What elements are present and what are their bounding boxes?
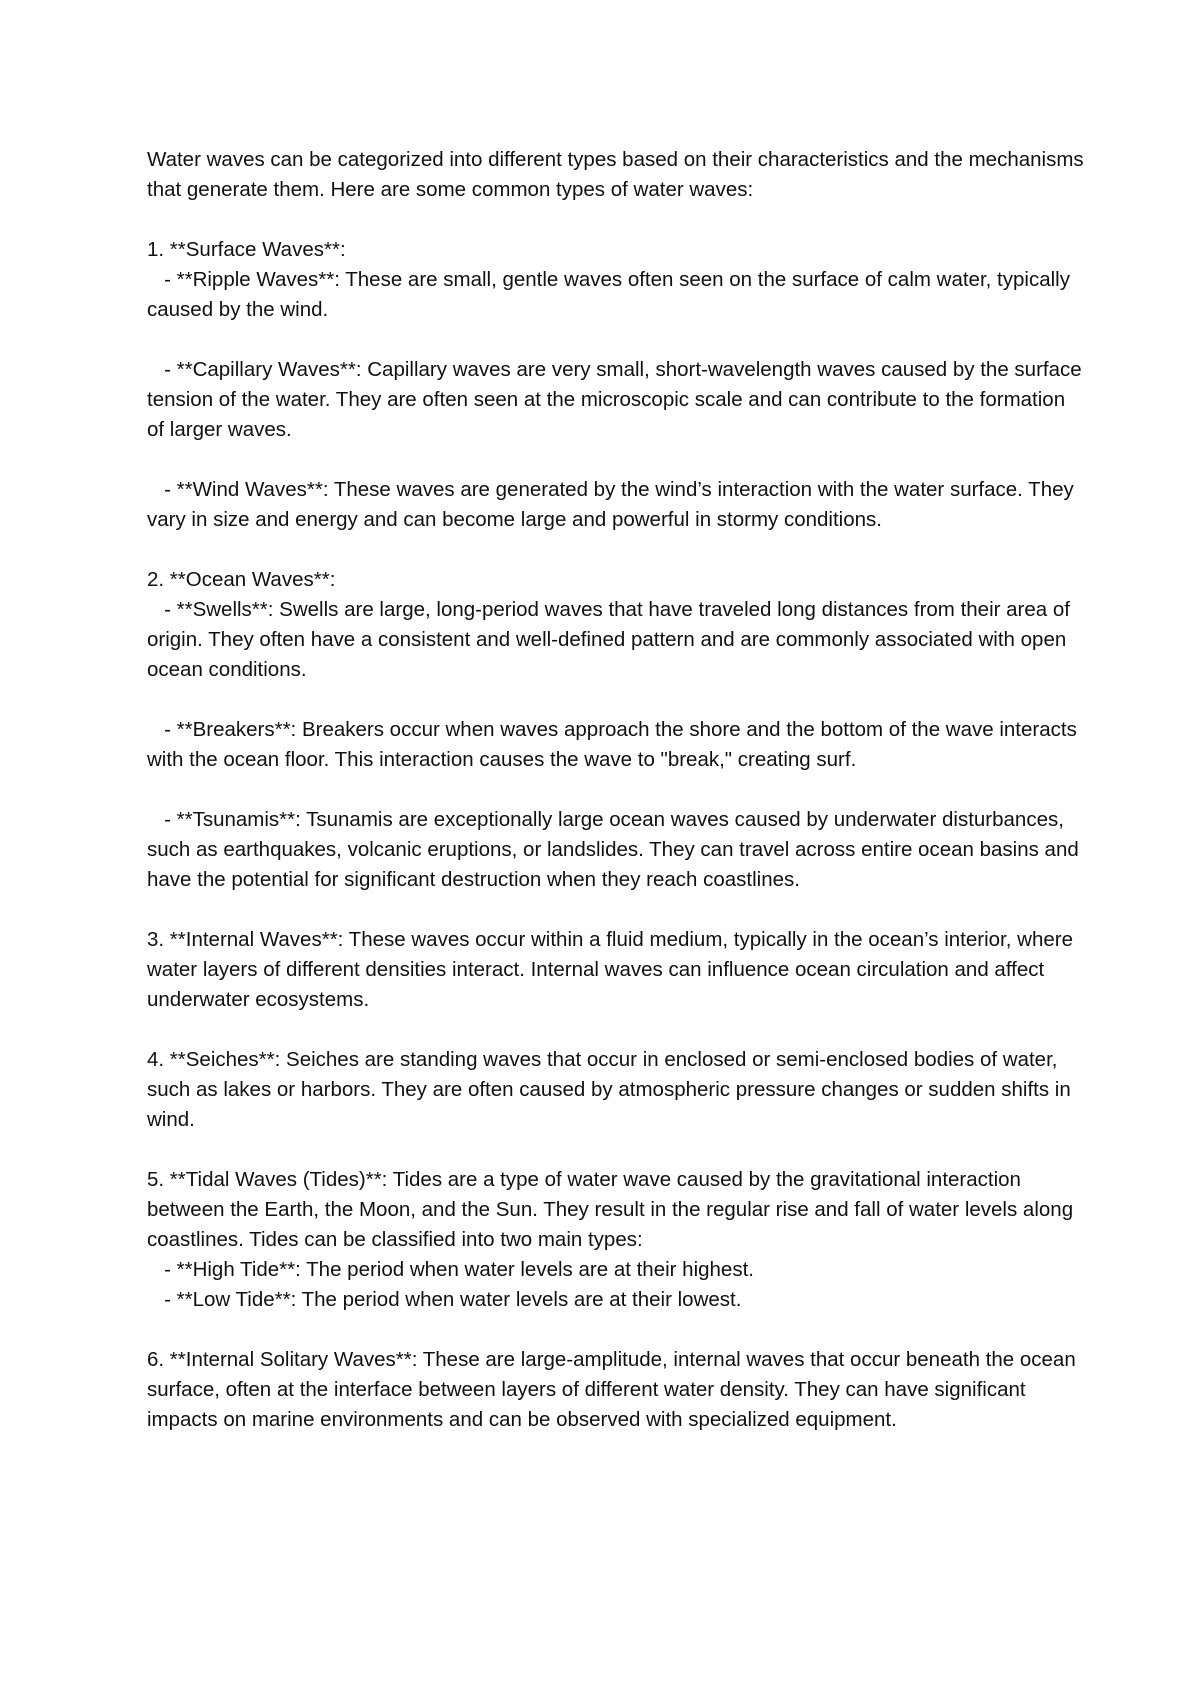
paragraph: - **Ripple Waves**: These are small, gentle waves often seen on the surface of calm water, typically caused by the wind. bbox=[147, 268, 1076, 321]
paragraph: 5. **Tidal Waves (Tides)**: Tides are a type of water wave caused by the gravitational interaction between the Earth, the Moon, and the Sun. They result in the regular rise and fall of water levels along coastlines. Tides can be classified into two main types: bbox=[147, 1168, 1079, 1251]
paragraph-spacer bbox=[147, 895, 1087, 925]
paragraph: 3. **Internal Waves**: These waves occur within a fluid medium, typically in the ocean’s interior, where water layers of different densities interact. Internal waves can influence ocean circulation and affect underwater ecosystems. bbox=[147, 928, 1079, 1011]
paragraph: - **Wind Waves**: These waves are generated by the wind’s interaction with the water surface. They vary in size and energy and can become large and powerful in stormy conditions. bbox=[147, 478, 1080, 531]
paragraph: - **Tsunamis**: Tsunamis are exceptionally large ocean waves caused by underwater disturbances, such as earthquakes, volcanic eruptions, or landslides. They can travel across entire ocean basins and have the potential for significant destruction when they reach coastlines. bbox=[147, 808, 1085, 891]
paragraph: - **Breakers**: Breakers occur when waves approach the shore and the bottom of the wave interacts with the ocean floor. This interaction causes the wave to "break," creating surf. bbox=[147, 718, 1083, 771]
paragraph: 6. **Internal Solitary Waves**: These are large-amplitude, internal waves that occur beneath the ocean surface, often at the interface between layers of different water density. They can have significant impacts on marine environments and can be observed with specialized equipment. bbox=[147, 1348, 1082, 1431]
paragraph-spacer bbox=[147, 775, 1087, 805]
paragraph-spacer bbox=[147, 325, 1087, 355]
document-body bbox=[147, 145, 1090, 1435]
paragraph: - **Low Tide**: The period when water levels are at their lowest. bbox=[147, 1288, 742, 1311]
paragraph: 1. **Surface Waves**: bbox=[147, 238, 346, 261]
paragraph: 2. **Ocean Waves**: bbox=[147, 568, 336, 591]
paragraph-spacer bbox=[147, 535, 1087, 565]
paragraph: - **High Tide**: The period when water levels are at their highest. bbox=[147, 1258, 754, 1281]
paragraph-spacer bbox=[147, 445, 1087, 475]
paragraph-spacer bbox=[147, 1015, 1087, 1045]
paragraph: - **Capillary Waves**: Capillary waves are very small, short-wavelength waves caused by the surface tension of the water. They are often seen at the microscopic scale and can contribute to the formation of larger waves. bbox=[147, 358, 1088, 441]
paragraph-spacer bbox=[147, 1135, 1087, 1165]
paragraph-spacer bbox=[147, 205, 1087, 235]
paragraph-spacer bbox=[147, 1315, 1087, 1345]
paragraph-spacer bbox=[147, 685, 1087, 715]
paragraph: - **Swells**: Swells are large, long-period waves that have traveled long distances from their area of origin. They often have a consistent and well-defined pattern and are commonly associated with open ocean conditions. bbox=[147, 598, 1076, 681]
paragraph: 4. **Seiches**: Seiches are standing waves that occur in enclosed or semi-enclosed bodies of water, such as lakes or harbors. They are often caused by atmospheric pressure changes or sudden shifts in wind. bbox=[147, 1048, 1077, 1131]
paragraph: Water waves can be categorized into different types based on their characteristics and the mechanisms that generate them. Here are some common types of water waves: bbox=[147, 148, 1090, 201]
